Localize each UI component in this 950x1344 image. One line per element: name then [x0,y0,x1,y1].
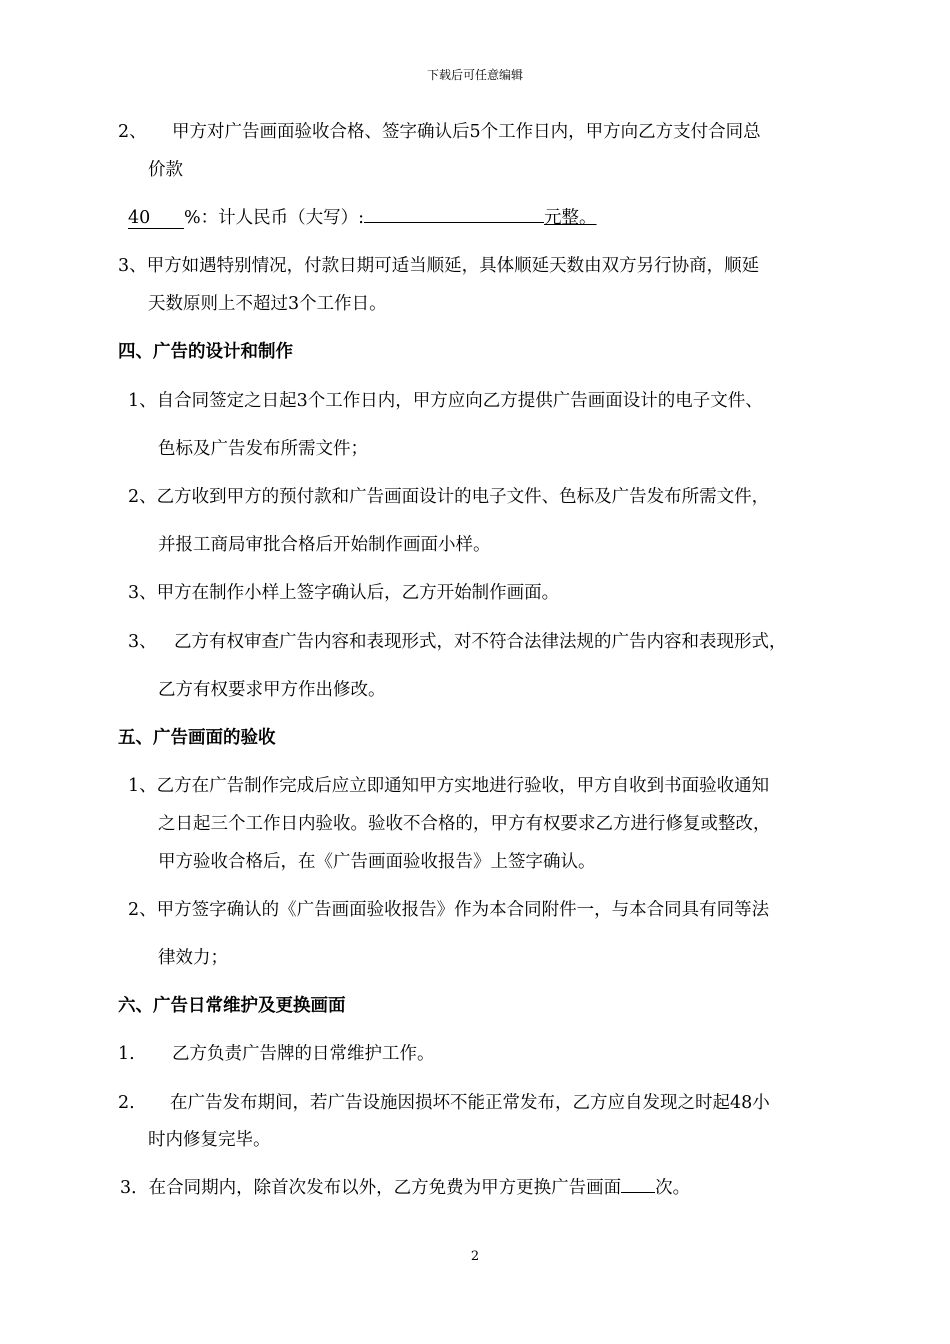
item-number: 2. [118,1093,135,1113]
section-title: 五、广告画面的验收 [118,728,276,748]
item3-suffix: 次。 [655,1178,691,1198]
paragraph-line: 3、甲方在制作小样上签字确认后，乙方开始制作画面。 [128,583,560,603]
paragraph-line: 价款 [148,160,183,180]
percent-label: %：计人民币（大写）: [184,208,365,228]
paragraph-line: 色标及广告发布所需文件； [158,439,368,459]
unit-label: 元整。 [544,208,597,228]
paragraph-line: 1、自合同签定之日起3个工作日内，甲方应向乙方提供广告画面设计的电子文件、 [128,391,763,411]
page-number: 2 [470,1249,480,1264]
amount-blank [364,222,544,223]
paragraph-line: 乙方负责广告牌的日常维护工作。 [172,1044,435,1064]
paragraph-line: 之日起三个工作日内验收。验收不合格的，甲方有权要求乙方进行修复或整改， [158,814,771,834]
paragraph-line: 乙方有权要求甲方作出修改。 [158,680,386,700]
percent-blank [128,210,184,229]
paragraph-line: 时内修复完毕。 [148,1130,271,1150]
paragraph-line: 2、甲方签字确认的《广告画面验收报告》作为本合同附件一，与本合同具有同等法 [128,900,770,920]
section-title: 四、广告的设计和制作 [118,342,293,362]
item-number: 3、 [128,632,157,652]
paragraph-line: 并报工商局审批合格后开始制作画面小样。 [158,535,491,555]
paragraph-line: 2、乙方收到甲方的预付款和广告画面设计的电子文件、色标及广告发布所需文件， [128,487,770,507]
page-header: 下载后可任意编辑 [426,68,523,82]
paragraph-line: 1、乙方在广告制作完成后应立即通知甲方实地进行验收，甲方自收到书面验收通知 [128,776,770,796]
paragraph-line: 3、甲方如遇特别情况，付款日期可适当顺延，具体顺延天数由双方另行协商，顺延 [118,256,760,276]
item-number: 2、 [118,122,147,142]
count-blank [621,1192,655,1193]
paragraph-line: 天数原则上不超过3个工作日。 [148,294,387,314]
percent-value: 40 [128,208,151,228]
paragraph-line: 甲方验收合格后，在《广告画面验收报告》上签字确认。 [158,852,596,872]
section-title: 六、广告日常维护及更换画面 [118,996,346,1016]
payment-line [128,210,597,229]
paragraph-line [120,1180,690,1198]
paragraph-line: 律效力； [158,948,228,968]
item3-text: 3．在合同期内，除首次发布以外，乙方免费为甲方更换广告画面 [120,1178,622,1198]
paragraph-line: 乙方有权审查广告内容和表现形式，对不符合法律法规的广告内容和表现形式， [174,632,787,652]
paragraph-line: 在广告发布期间，若广告设施因损坏不能正常发布，乙方应自发现之时起48小 [170,1093,770,1113]
paragraph-line: 甲方对广告画面验收合格、签字确认后5个工作日内，甲方向乙方支付合同总 [172,122,761,142]
item-number: 1. [118,1044,135,1064]
